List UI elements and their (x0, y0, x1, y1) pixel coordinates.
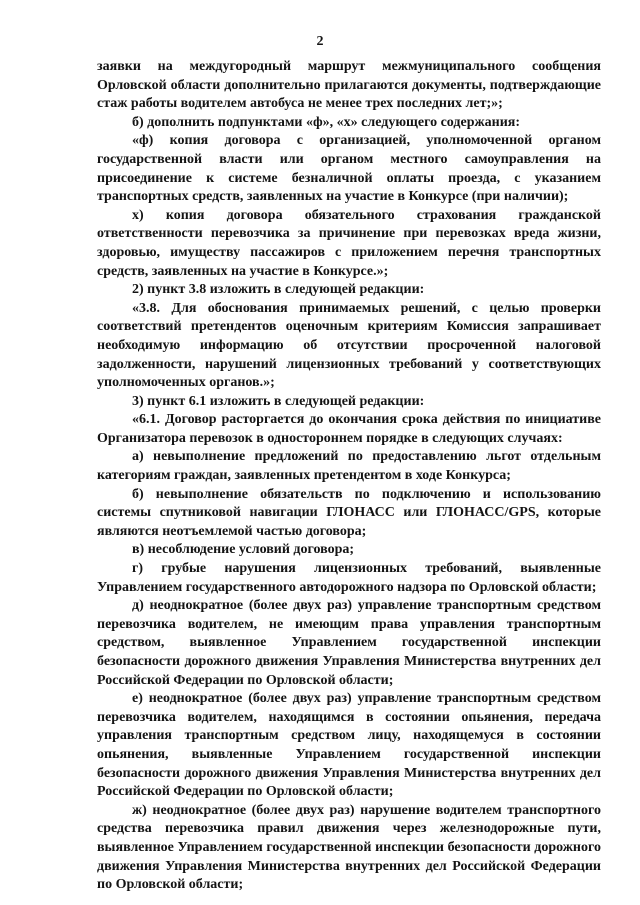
paragraph: «6.1. Договор расторгается до окончания срока действия по инициативе Организатора перевозок в одностороннем порядке в следующих случаях: (97, 412, 601, 446)
paragraph: г) грубые нарушения лицензионных требований, выявленные Управлением государственного автодорожного надзора по Орловской области; (97, 561, 601, 595)
document-body (97, 58, 601, 895)
paragraph: б) дополнить подпунктами «ф», «х» следующего содержания: (132, 114, 521, 130)
page-number: 2 (316, 34, 324, 49)
paragraph: в) несоблюдение условий договора; (132, 542, 355, 558)
paragraph: е) неоднократное (более двух раз) управление транспортным средством перевозчика водителем, находящимся в состоянии опьянения, передача управления транспортным средством лицу, находящемуся в состоянии опьянения, выявленные Управлением государственной инспекции безопасности дорожного движения Управления Министерства внутренних дел Российской Федерации по Орловской области; (97, 691, 601, 800)
paragraph: д) неоднократное (более двух раз) управление транспортным средством перевозчика водителем, не имеющим права управления транспортным средством, выявленное Управлением государственной инспекции безопасности дорожного движения Управления Министерства внутренних дел Российской Федерации по Орловской области; (97, 598, 601, 688)
paragraph: 2) пункт 3.8 изложить в следующей редакции: (132, 282, 425, 298)
paragraph: а) невыполнение предложений по предоставлению льгот отдельным категориям граждан, заявленных претендентом в ходе Конкурса; (97, 449, 601, 484)
paragraph: «3.8. Для обоснования принимаемых решений, с целью проверки соответствий претендентов оценочным критериям Комиссия запрашивает необходимую информацию об отсутствии просроченной налоговой задолженности, нарушений лицензионных требований у соответствующих уполномоченных органов.»; (97, 300, 601, 391)
paragraph: «ф) копия договора с организацией, уполномоченной органом государственной власти или органом местного самоуправления на присоединение к системе безналичной оплаты проезда, с указанием транспортных средств, заявленных на участие в Конкурсе (при наличии); (97, 133, 601, 205)
paragraph: ж) неоднократное (более двух раз) нарушение водителем транспортного средства перевозчика правил движения через железнодорожные пути, выявленное Управлением государственной инспекции безопасности дорожного движения Управления Министерства внутренних дел Российской Федерации по Орловской области; (97, 802, 601, 893)
paragraph: 3) пункт 6.1 изложить в следующей редакции: (132, 393, 425, 409)
paragraph: заявки на междугородный маршрут межмуниципального сообщения Орловской области дополнительно прилагаются документы, подтверждающие стаж работы водителем автобуса не менее трех последних лет;»; (97, 59, 601, 112)
paragraph: х) копия договора обязательного страхования гражданской ответственности перевозчика за причинение при перевозках вреда жизни, здоровью, имуществу пассажиров с приложением перечня транспортных средств, заявленных на участие в Конкурсе.»; (97, 207, 601, 279)
paragraph: б) невыполнение обязательств по подключению и использованию системы спутниковой навигации ГЛОНАСС или ГЛОНАСС/GPS, которые являются неотъемлемой частью договора; (97, 486, 601, 539)
